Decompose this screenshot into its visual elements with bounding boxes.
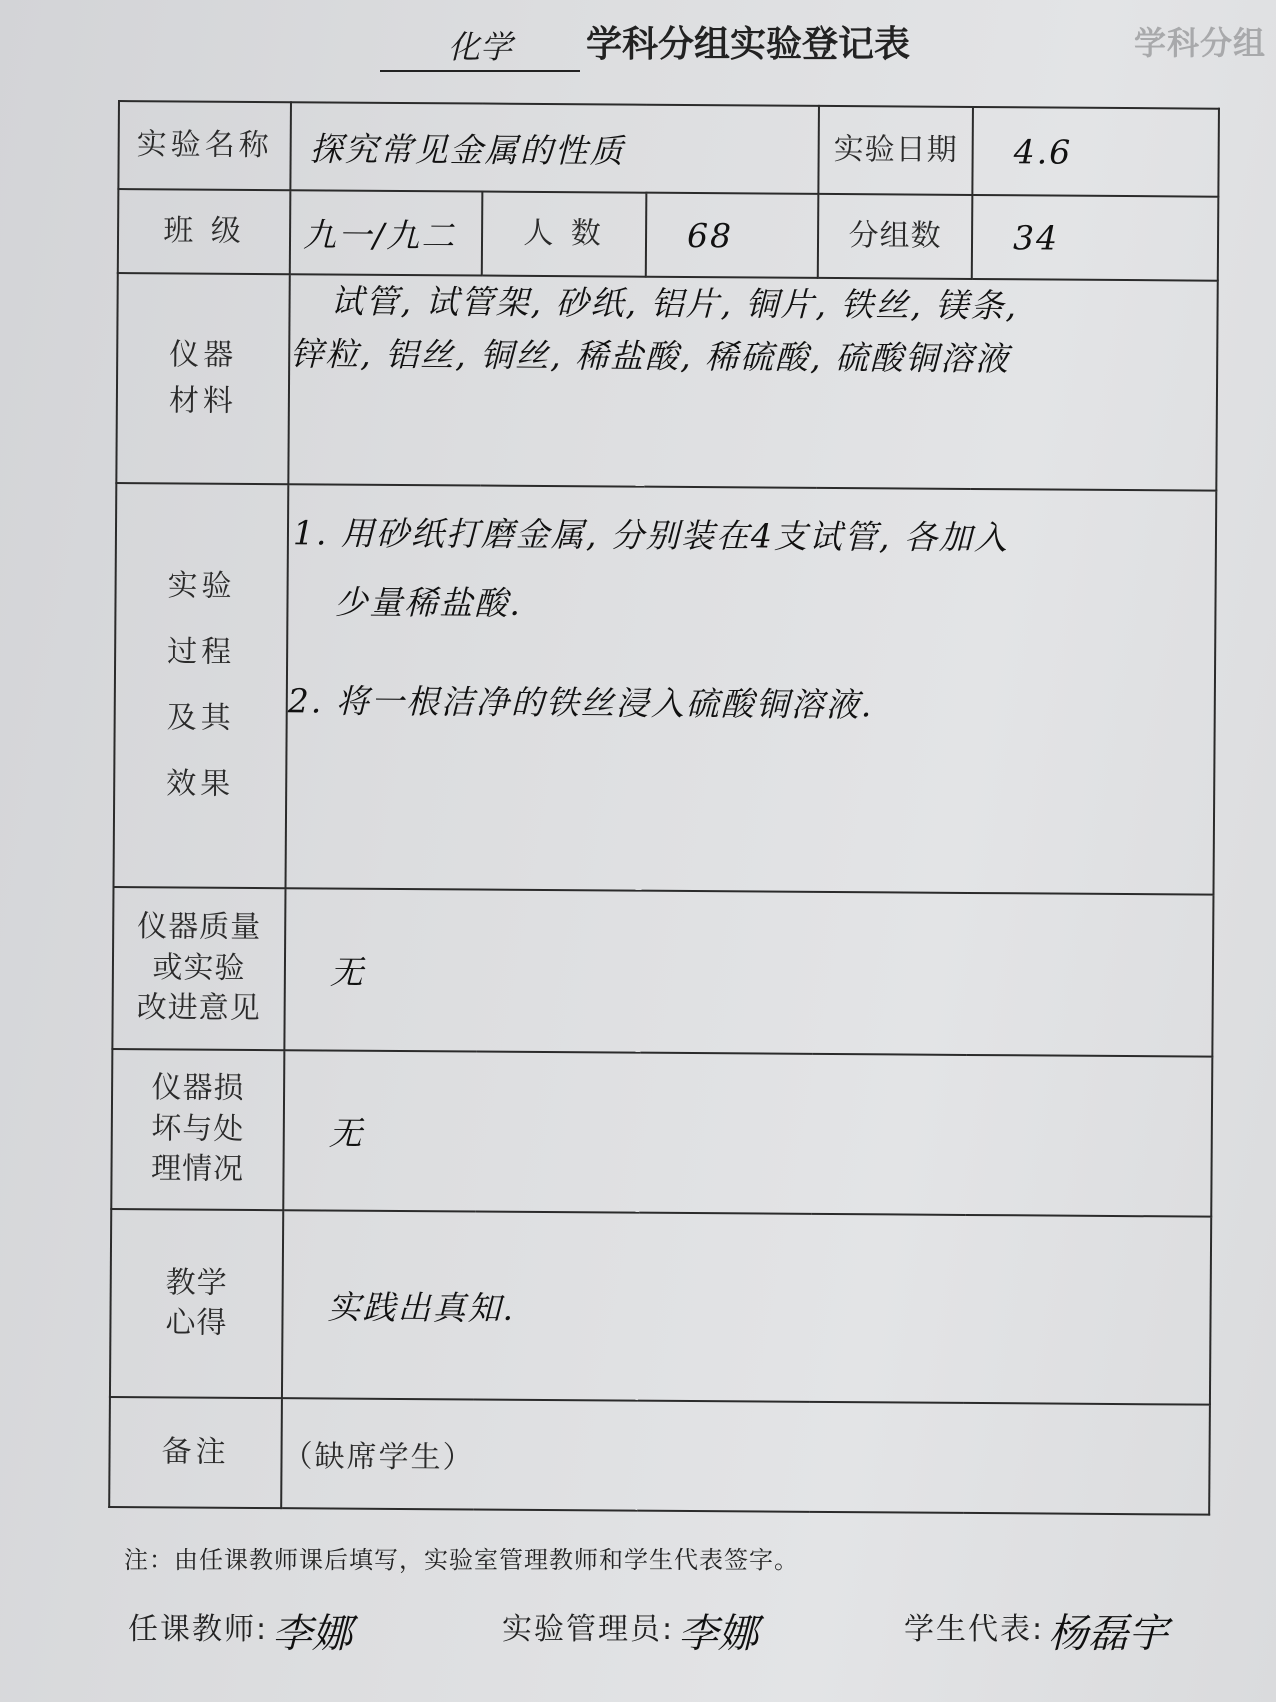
label-suggestion-line3: 改进意见 xyxy=(136,990,261,1027)
footer-note: 注：由任课教师课后填写，实验室管理教师和学生代表签字。 xyxy=(124,1546,799,1574)
materials-line2: 锌粒, 铝丝, 铜丝, 稀盐酸, 稀硫酸, 硫酸铜溶液 xyxy=(290,334,1011,379)
label-damage-line2: 坏与处 xyxy=(151,1111,245,1147)
label-group-count: 分组数 xyxy=(818,194,973,279)
label-process-line1: 实验 xyxy=(167,568,236,604)
value-suggestion: 无 xyxy=(284,888,1213,1056)
signature-row xyxy=(0,1594,1276,1684)
label-suggestion-line2: 或实验 xyxy=(152,950,246,986)
label-damage xyxy=(111,1049,284,1210)
label-suggestion xyxy=(112,887,285,1050)
value-group-count: 34 xyxy=(972,195,1219,281)
page-title: 学科分组实验登记表 xyxy=(586,24,911,65)
label-suggestion-line1: 仪器质量 xyxy=(137,909,262,946)
teacher-signature: 李娜 xyxy=(272,1611,353,1657)
row-remarks xyxy=(109,1397,1210,1515)
student-signature: 杨磊宇 xyxy=(1048,1611,1169,1657)
value-materials xyxy=(288,274,1217,490)
teacher-signature-block xyxy=(128,1594,353,1657)
materials-line1: 试管, 试管架, 砂纸, 铝片, 铜片, 铁丝, 镁条, xyxy=(330,281,1019,326)
value-process xyxy=(286,484,1217,894)
row-class-count xyxy=(118,189,1219,281)
label-materials xyxy=(116,273,289,484)
value-remarks: （缺席学生） xyxy=(281,1398,1210,1514)
label-teaching-line1: 教学 xyxy=(165,1264,228,1301)
label-materials-line1: 仪器 xyxy=(169,336,238,373)
process-step2: 2. 将一根洁净的铁丝浸入硫酸铜溶液. xyxy=(287,680,874,724)
subject-field: 化学 xyxy=(380,24,580,72)
value-damage: 无 xyxy=(283,1050,1212,1216)
label-remarks: 备注 xyxy=(109,1397,282,1508)
label-experiment-date: 实验日期 xyxy=(818,106,973,195)
label-process-line3: 及其 xyxy=(166,700,235,736)
teacher-label: 任课教师: xyxy=(128,1612,269,1647)
process-step1-line1: 1. 用砂纸打磨金属, 分别装在4支试管, 各加入 xyxy=(292,513,1010,558)
row-process xyxy=(114,483,1217,895)
label-process xyxy=(114,483,289,888)
label-process-line2: 过程 xyxy=(167,634,236,670)
experiment-register-table xyxy=(108,100,1220,1516)
process-step1-line2: 少量稀盐酸. xyxy=(334,582,523,623)
student-signature-block xyxy=(904,1594,1169,1657)
label-class: 班 级 xyxy=(118,189,291,274)
label-damage-line3: 理情况 xyxy=(150,1151,245,1188)
value-people-count: 68 xyxy=(646,193,819,278)
label-people-count: 人 数 xyxy=(482,192,647,277)
admin-label: 实验管理员: xyxy=(502,1612,675,1647)
admin-signature-block xyxy=(502,1594,759,1657)
admin-signature: 李娜 xyxy=(678,1611,759,1657)
row-damage xyxy=(111,1049,1212,1217)
label-teaching xyxy=(110,1209,283,1398)
label-damage-line1: 仪器损 xyxy=(151,1070,245,1107)
row-suggestion xyxy=(112,887,1213,1057)
value-experiment-name: 探究常见金属的性质 xyxy=(290,102,819,194)
student-label: 学生代表: xyxy=(904,1612,1045,1647)
label-materials-line2: 材料 xyxy=(168,383,238,419)
value-class: 九一/九二 xyxy=(290,190,483,275)
label-process-line4: 效果 xyxy=(166,766,235,802)
bleed-through-text: 学科分组 xyxy=(1133,24,1266,62)
value-experiment-date: 4.6 xyxy=(972,107,1219,197)
label-teaching-line2: 心得 xyxy=(165,1305,228,1341)
row-name-date xyxy=(118,101,1219,197)
value-teaching: 实践出真知. xyxy=(282,1210,1211,1404)
row-materials xyxy=(116,273,1217,491)
row-teaching xyxy=(110,1209,1211,1405)
label-experiment-name: 实验名称 xyxy=(118,101,291,190)
